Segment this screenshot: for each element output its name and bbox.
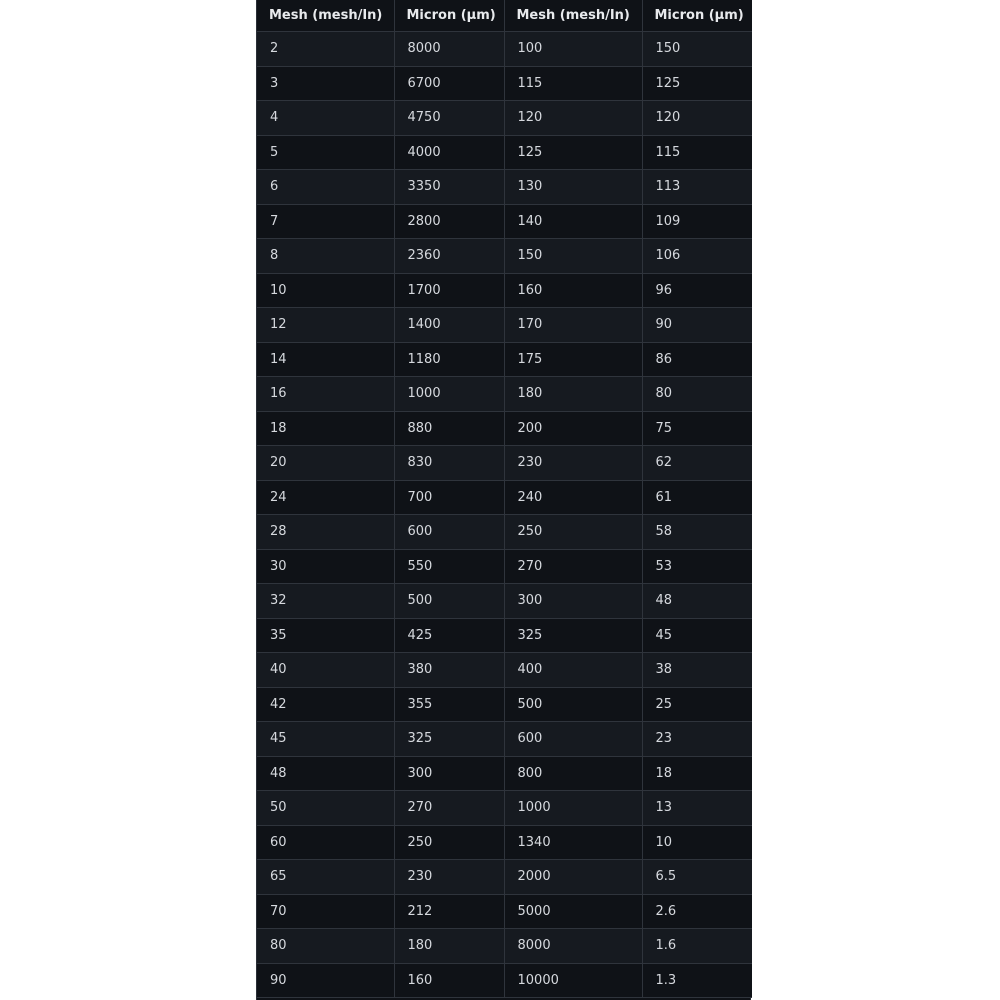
mesh-cell: 180 [504, 377, 642, 412]
micron-cell: 75 [642, 411, 752, 446]
micron-cell: 13 [642, 791, 752, 826]
table-row [257, 66, 752, 101]
micron-cell: 18 [642, 756, 752, 791]
table-row [257, 32, 752, 67]
mesh-cell: 500 [504, 687, 642, 722]
micron-cell: 45 [642, 618, 752, 653]
micron-cell: 80 [642, 377, 752, 412]
mesh-cell: 230 [504, 446, 642, 481]
mesh-cell: 200 [504, 411, 642, 446]
micron-cell: 700 [394, 480, 504, 515]
mesh-cell: 24 [257, 480, 394, 515]
mesh-cell: 125 [504, 135, 642, 170]
mesh-cell: 80 [257, 929, 394, 964]
table-row [257, 480, 752, 515]
mesh-cell: 140 [504, 204, 642, 239]
table-row [257, 377, 752, 412]
micron-cell: 425 [394, 618, 504, 653]
micron-cell: 212 [394, 894, 504, 929]
micron-cell: 180 [394, 929, 504, 964]
mesh-cell: 90 [257, 963, 394, 998]
mesh-micron-table [257, 0, 752, 998]
micron-cell: 2360 [394, 239, 504, 274]
table-row [257, 446, 752, 481]
mesh-cell: 48 [257, 756, 394, 791]
micron-cell: 325 [394, 722, 504, 757]
mesh-cell: 16 [257, 377, 394, 412]
micron-cell: 230 [394, 860, 504, 895]
table-row [257, 618, 752, 653]
mesh-cell: 1340 [504, 825, 642, 860]
table-row [257, 204, 752, 239]
mesh-cell: 32 [257, 584, 394, 619]
mesh-cell: 170 [504, 308, 642, 343]
table-row [257, 135, 752, 170]
table-row [257, 791, 752, 826]
header-row [257, 0, 752, 32]
mesh-cell: 30 [257, 549, 394, 584]
micron-cell: 25 [642, 687, 752, 722]
micron-cell: 62 [642, 446, 752, 481]
table-row [257, 273, 752, 308]
mesh-cell: 45 [257, 722, 394, 757]
micron-cell: 1180 [394, 342, 504, 377]
table-row [257, 584, 752, 619]
mesh-cell: 60 [257, 825, 394, 860]
micron-cell: 250 [394, 825, 504, 860]
table-row [257, 860, 752, 895]
mesh-cell: 5 [257, 135, 394, 170]
micron-cell: 86 [642, 342, 752, 377]
mesh-cell: 42 [257, 687, 394, 722]
mesh-cell: 250 [504, 515, 642, 550]
micron-cell: 6700 [394, 66, 504, 101]
table-row [257, 411, 752, 446]
table-row [257, 101, 752, 136]
mesh-cell: 50 [257, 791, 394, 826]
micron-cell: 300 [394, 756, 504, 791]
table-row [257, 687, 752, 722]
header-mesh-1: Mesh (mesh/In) [257, 0, 394, 32]
micron-cell: 113 [642, 170, 752, 205]
table-row [257, 170, 752, 205]
mesh-cell: 10000 [504, 963, 642, 998]
micron-cell: 150 [642, 32, 752, 67]
micron-cell: 23 [642, 722, 752, 757]
table-row [257, 342, 752, 377]
table-row [257, 929, 752, 964]
micron-cell: 4000 [394, 135, 504, 170]
micron-cell: 1.6 [642, 929, 752, 964]
micron-cell: 109 [642, 204, 752, 239]
mesh-cell: 175 [504, 342, 642, 377]
mesh-cell: 7 [257, 204, 394, 239]
mesh-cell: 1000 [504, 791, 642, 826]
micron-cell: 600 [394, 515, 504, 550]
mesh-cell: 150 [504, 239, 642, 274]
micron-cell: 1000 [394, 377, 504, 412]
micron-cell: 160 [394, 963, 504, 998]
mesh-cell: 2 [257, 32, 394, 67]
table-row [257, 722, 752, 757]
mesh-cell: 4 [257, 101, 394, 136]
mesh-cell: 8 [257, 239, 394, 274]
mesh-cell: 115 [504, 66, 642, 101]
micron-cell: 6.5 [642, 860, 752, 895]
micron-cell: 106 [642, 239, 752, 274]
micron-cell: 115 [642, 135, 752, 170]
micron-cell: 96 [642, 273, 752, 308]
mesh-cell: 20 [257, 446, 394, 481]
micron-cell: 880 [394, 411, 504, 446]
micron-cell: 48 [642, 584, 752, 619]
mesh-cell: 600 [504, 722, 642, 757]
mesh-cell: 6 [257, 170, 394, 205]
micron-cell: 10 [642, 825, 752, 860]
mesh-cell: 12 [257, 308, 394, 343]
mesh-cell: 400 [504, 653, 642, 688]
micron-cell: 8000 [394, 32, 504, 67]
header-micron-1: Micron (μm) [394, 0, 504, 32]
mesh-cell: 130 [504, 170, 642, 205]
micron-cell: 61 [642, 480, 752, 515]
table-row [257, 308, 752, 343]
mesh-cell: 325 [504, 618, 642, 653]
table-header [257, 0, 752, 32]
micron-cell: 120 [642, 101, 752, 136]
mesh-cell: 160 [504, 273, 642, 308]
table-row [257, 239, 752, 274]
micron-cell: 500 [394, 584, 504, 619]
micron-cell: 830 [394, 446, 504, 481]
mesh-cell: 14 [257, 342, 394, 377]
mesh-cell: 3 [257, 66, 394, 101]
micron-cell: 2800 [394, 204, 504, 239]
micron-cell: 58 [642, 515, 752, 550]
mesh-micron-table-container [256, 0, 751, 1000]
mesh-cell: 270 [504, 549, 642, 584]
mesh-cell: 300 [504, 584, 642, 619]
header-micron-2: Micron (μm) [642, 0, 752, 32]
table-row [257, 756, 752, 791]
mesh-cell: 800 [504, 756, 642, 791]
header-mesh-2: Mesh (mesh/In) [504, 0, 642, 32]
mesh-cell: 28 [257, 515, 394, 550]
mesh-cell: 120 [504, 101, 642, 136]
micron-cell: 380 [394, 653, 504, 688]
micron-cell: 355 [394, 687, 504, 722]
micron-cell: 3350 [394, 170, 504, 205]
table-row [257, 963, 752, 998]
micron-cell: 550 [394, 549, 504, 584]
micron-cell: 4750 [394, 101, 504, 136]
micron-cell: 38 [642, 653, 752, 688]
micron-cell: 1400 [394, 308, 504, 343]
mesh-cell: 40 [257, 653, 394, 688]
mesh-cell: 8000 [504, 929, 642, 964]
mesh-cell: 100 [504, 32, 642, 67]
micron-cell: 1700 [394, 273, 504, 308]
mesh-cell: 65 [257, 860, 394, 895]
mesh-cell: 5000 [504, 894, 642, 929]
micron-cell: 90 [642, 308, 752, 343]
table-body [257, 32, 752, 998]
micron-cell: 1.3 [642, 963, 752, 998]
table-row [257, 653, 752, 688]
table-row [257, 515, 752, 550]
mesh-cell: 10 [257, 273, 394, 308]
micron-cell: 53 [642, 549, 752, 584]
micron-cell: 2.6 [642, 894, 752, 929]
table-row [257, 549, 752, 584]
mesh-cell: 35 [257, 618, 394, 653]
mesh-cell: 18 [257, 411, 394, 446]
table-row [257, 894, 752, 929]
mesh-cell: 70 [257, 894, 394, 929]
micron-cell: 125 [642, 66, 752, 101]
table-row [257, 825, 752, 860]
mesh-cell: 240 [504, 480, 642, 515]
micron-cell: 270 [394, 791, 504, 826]
mesh-cell: 2000 [504, 860, 642, 895]
